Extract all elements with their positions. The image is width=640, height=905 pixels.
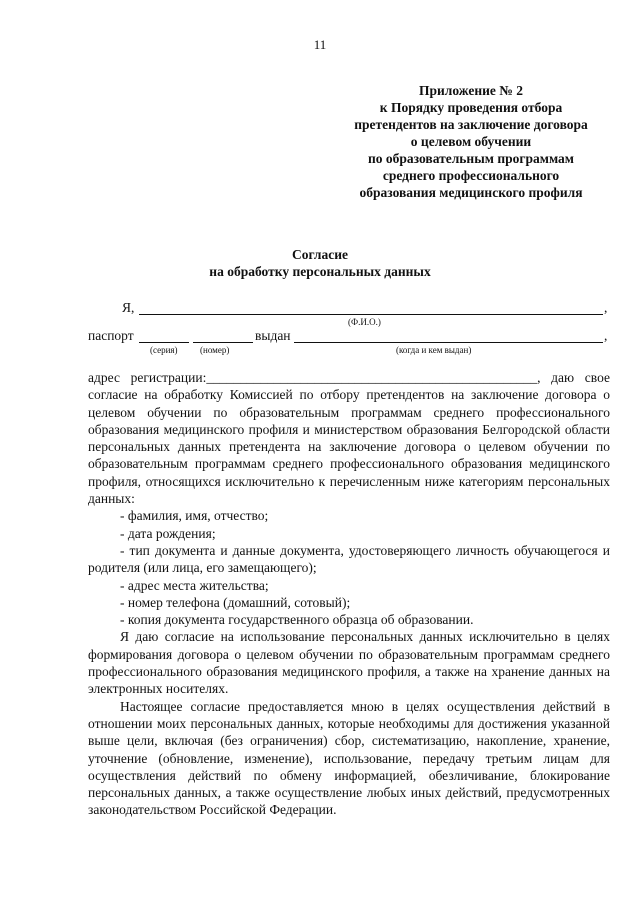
passport-label: паспорт <box>88 328 134 343</box>
fio-comma: , <box>604 300 608 315</box>
appendix-line: о целевом обучении <box>410 134 532 149</box>
bullet-item: - номер телефона (домашний, сотовый); <box>120 594 351 610</box>
fio-field[interactable] <box>139 314 603 315</box>
passport-number-field[interactable] <box>193 342 253 343</box>
page-number: 11 <box>313 37 327 52</box>
purpose-paragraph: Настоящее согласие предоставляется мною в целях осуществления действий в отношении моих персональных данных, которые необходимы для достижения указанной выше цели, включая (без ограничения) сбор, систематизацию, накопление, хранение, уточнение (обновление, изменение), использование, передачу третьим лицам для осуществления действий по обмену информацией, обезличивание, блокирование персональных данных, а также осуществление любых иных действий, предусмотренных законодательством Российской Федерации. <box>88 698 610 818</box>
appendix-line: образования медицинского профиля <box>359 185 583 200</box>
passport-series-field[interactable] <box>139 342 189 343</box>
appendix-line: по образовательным программам <box>367 151 574 166</box>
bullet-item: - тип документа и данные документа, удостоверяющего личность обучающегося и родителя (или лица, его замещающего); <box>88 542 610 576</box>
appendix-line: среднего профессионального <box>382 168 560 183</box>
bullet-item: - копия документа государственного образца об образовании. <box>120 612 474 628</box>
title-line-2: на обработку персональных данных <box>209 264 431 279</box>
appendix-header <box>330 82 612 201</box>
number-caption: (номер) <box>200 345 230 355</box>
passport-comma: , <box>604 328 608 343</box>
i-label: Я, <box>122 300 135 315</box>
title-line-1: Согласие <box>291 247 349 262</box>
document-title <box>0 246 640 280</box>
passport-issued-field[interactable] <box>294 342 603 343</box>
appendix-line: претендентов на заключение договора <box>354 117 588 132</box>
issued-label: выдан <box>255 328 291 343</box>
appendix-line: к Порядку проведения отбора <box>379 100 563 115</box>
issued-caption: (когда и кем выдан) <box>396 345 472 355</box>
consent-body <box>88 369 610 819</box>
fio-caption: (Ф.И.О.) <box>348 317 381 327</box>
series-caption: (серия) <box>150 345 178 355</box>
bullet-item: - адрес места жительства; <box>120 577 269 593</box>
address-paragraph: адрес регистрации:_________________________________________________, даю свое согласие на обработку Комиссией по отбору претендентов на заключение договора о целевом обучении по образовательным программам среднего профессионального образования медицинского профиля и министерством образования Белгородской области персональных данных претендента на заключение договора о целевом обучении по образовательным программам среднего профессионального образования медицинского профиля, относящихся исключительно к перечисленным ниже категориям персональных данных: <box>88 370 610 507</box>
appendix-line: Приложение № 2 <box>419 83 523 98</box>
bullet-item: - дата рождения; <box>120 525 216 541</box>
bullet-item: - фамилия, имя, отчество; <box>120 508 269 524</box>
consent-paragraph: Я даю согласие на использование персональных данных исключительно в целях формирования договора о целевом обучении по образовательным программам среднего профессионального образования медицинского профиля, а также на хранение данных на электронных носителях. <box>88 629 610 697</box>
